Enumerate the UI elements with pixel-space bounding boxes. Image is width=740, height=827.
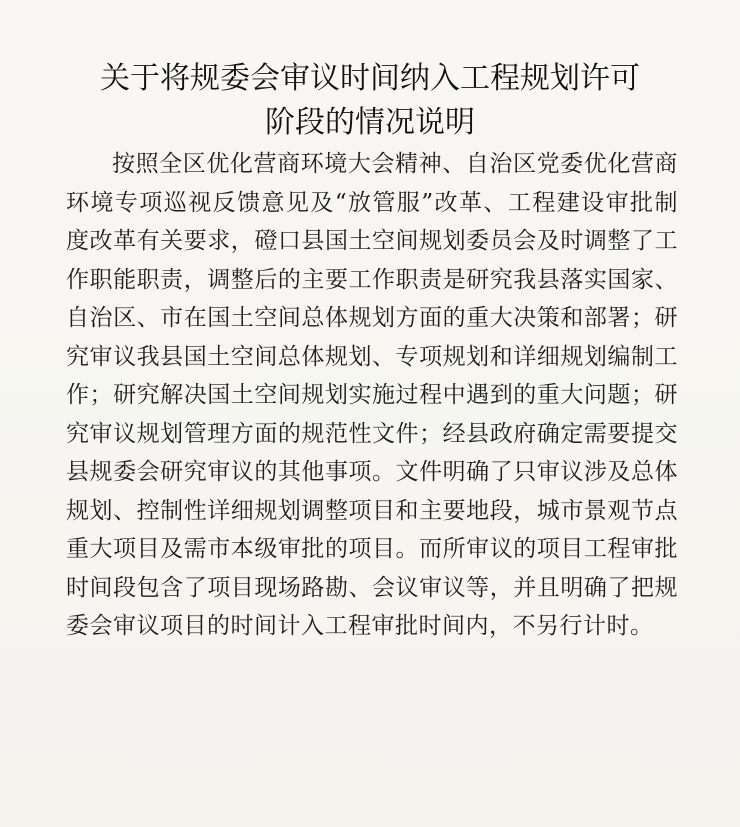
body-paragraph: 按照全区优化营商环境大会精神、自治区党委优化营商环境专项巡视反馈意见及“放管服”改革、工程建设审批制度改革有关要求，磴口县国土空间规划委员会及时调整了工作职能职责，调整后的主要工作职责是研究我县落实国家、自治区、市在国土空间总体规划方面的重大决策和部署；研究审议我县国土空间总体规划、专项规划和详细规划编制工作；研究解决国土空间规划实施过程中遇到的重大问题；研究审议规划管理方面的规范性文件；经县政府确定需要提交县规委会研究审议的其他事项。文件明确了只审议涉及总体规划、控制性详细规划调整项目和主要地段，城市景观节点重大项目及需市本级审批的项目。而所审议的项目工程审批时间段包含了项目现场路勘、会议审议等，并且明确了把规委会审议项目的时间计入工程审批时间内，不另行计时。 (66, 151, 678, 639)
document-title (0, 0, 740, 145)
title-line-1: 关于将规委会审议时间纳入工程规划许可 (100, 61, 640, 96)
title-line-2: 阶段的情况说明 (265, 105, 475, 140)
